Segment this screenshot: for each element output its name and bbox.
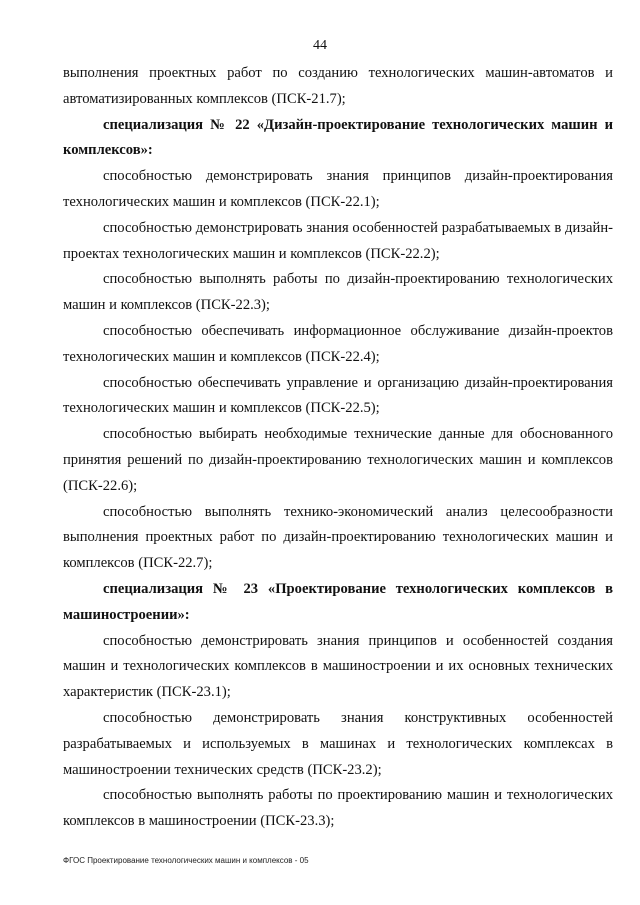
paragraph-psk-23-3: способностью выполнять работы по проектированию машин и технологических комплексов в машиностроении (ПСК-23.3); bbox=[63, 787, 613, 830]
paragraph-psk-22-6: способностью выбирать необходимые технические данные для обоснованного принятия решений по дизайн-проектированию технологических машин и комплексов (ПСК-22.6); bbox=[63, 426, 613, 494]
paragraph-psk-22-2: способностью демонстрировать знания особенностей разрабатываемых в дизайн-проектах технологических машин и комплексов (ПСК-22.2); bbox=[63, 219, 613, 262]
paragraph-psk-22-5: способностью обеспечивать управление и организацию дизайн-проектирования технологических машин и комплексов (ПСК-22.5); bbox=[63, 374, 613, 417]
paragraph-psk-23-1: способностью демонстрировать знания принципов и особенностей создания машин и технологических комплексов в машиностроении и их основных технических характеристик (ПСК-23.1); bbox=[63, 632, 613, 701]
document-footer: ФГОС Проектирование технологических машин и комплексов - 05 bbox=[63, 856, 309, 865]
paragraph-psk-23-2: способностью демонстрировать знания конструктивных особенностей разрабатываемых и используемых в машинах и технологических комплексах в машиностроении технических средств (ПСК-23.2); bbox=[63, 709, 613, 778]
paragraph-psk-22-1: способностью демонстрировать знания принципов дизайн-проектирования технологических машин и комплексов (ПСК-22.1); bbox=[63, 168, 613, 210]
paragraph-psk-22-7: способностью выполнять технико-экономический анализ целесообразности выполнения проектных работ по дизайн-проектированию технологических машин и комплексов (ПСК-22.7); bbox=[63, 503, 613, 572]
document-body bbox=[63, 61, 613, 835]
paragraph-psk-22-3: способностью выполнять работы по дизайн-проектированию технологических машин и комплексов (ПСК-22.3); bbox=[63, 271, 613, 314]
page-number: 44 bbox=[313, 38, 327, 53]
paragraph-psk-22-4: способностью обеспечивать информационное обслуживание дизайн-проектов технологических машин и комплексов (ПСК-22.4); bbox=[63, 322, 613, 365]
heading-specialization-22: специализация № 22 «Дизайн-проектирование технологических машин и комплексов»: bbox=[63, 116, 613, 159]
paragraph-psk-21-7: выполнения проектных работ по созданию технологических машин-автоматов и автоматизированных комплексов (ПСК-21.7); bbox=[63, 65, 613, 107]
heading-specialization-23: специализация № 23 «Проектирование технологических комплексов в машиностроении»: bbox=[63, 580, 613, 623]
